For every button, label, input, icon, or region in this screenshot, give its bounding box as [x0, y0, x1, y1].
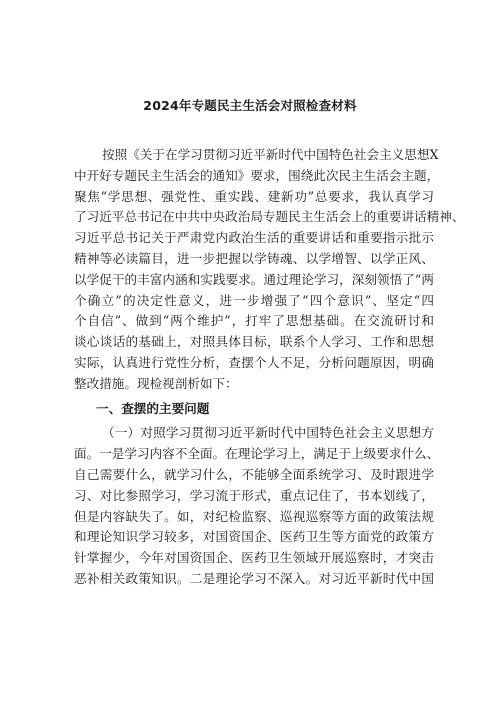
- document-title: 2024年专题民主生活会对照检查材料: [143, 98, 357, 113]
- paragraph-line: 面。一是学习内容不全面。在理论学习上，满足于上级要求什么、: [74, 446, 440, 462]
- paragraph-line: 恶补相关政策知识。二是理论学习不深入。对习近平新时代中国: [74, 571, 434, 586]
- paragraph-line: 精神等必读篇目，进一步把握以学铸魂、以学增智、以学正风、: [74, 251, 434, 266]
- paragraph-line: （一）对照学习贯彻习近平新时代中国特色社会主义思想方: [102, 425, 434, 441]
- paragraph-line: 了习近平总书记在中共中央政治局专题民主生活会上的重要讲话精神、: [74, 209, 465, 225]
- paragraph-line: 自己需要什么，就学习什么，不能够全面系统学习、及时跟进学: [74, 467, 434, 482]
- paragraph-line: 习近平总书记关于严肃党内政治生活的重要讲话和重要指示批示: [74, 230, 434, 246]
- paragraph-line: 个确立”的决定性意义，进一步增强了“四个意识”、坚定“四: [74, 292, 434, 308]
- paragraph-line: 以学促干的丰富内涵和实践要求。通过理论学习，深刻领悟了“两: [74, 271, 434, 287]
- paragraph-line: 个自信”、做到“两个维护”，打牢了思想基础。在交流研讨和: [74, 313, 434, 329]
- paragraph-line: 中开好专题民主生活会的通知》要求，围绕此次民主生活会主题，: [74, 167, 440, 183]
- paragraph-line: 聚焦“学思想、强党性、重实践、建新功”总要求，我认真学习: [74, 188, 434, 204]
- paragraph-line: 谈心谈话的基础上，对照具体目标，联系个人学习、工作和思想: [74, 334, 434, 350]
- paragraph-line: 针掌握少，今年对国资国企、医药卫生领域开展巡察时，才突击: [74, 550, 434, 566]
- paragraph-line: 按照《关于在学习贯彻习近平新时代中国特色社会主义思想X: [102, 147, 439, 162]
- paragraph-line: 实际，认真进行党性分析，查摆个人不足，分析问题原因，明确: [74, 355, 434, 370]
- paragraph-line: 和理论知识学习较多，对国资国企、医药卫生等方面党的政策方: [74, 529, 434, 545]
- paragraph-line: 但是内容缺失了。如，对纪检监察、巡视巡察等方面的政策法规: [74, 508, 434, 524]
- section-heading: 一、查摆的主要问题: [96, 400, 210, 416]
- paragraph-line: 习、对比参照学习，学习流于形式，重点记住了，书本划线了，: [74, 487, 434, 503]
- paragraph-line: 整改措施。现检视剖析如下：: [74, 375, 238, 391]
